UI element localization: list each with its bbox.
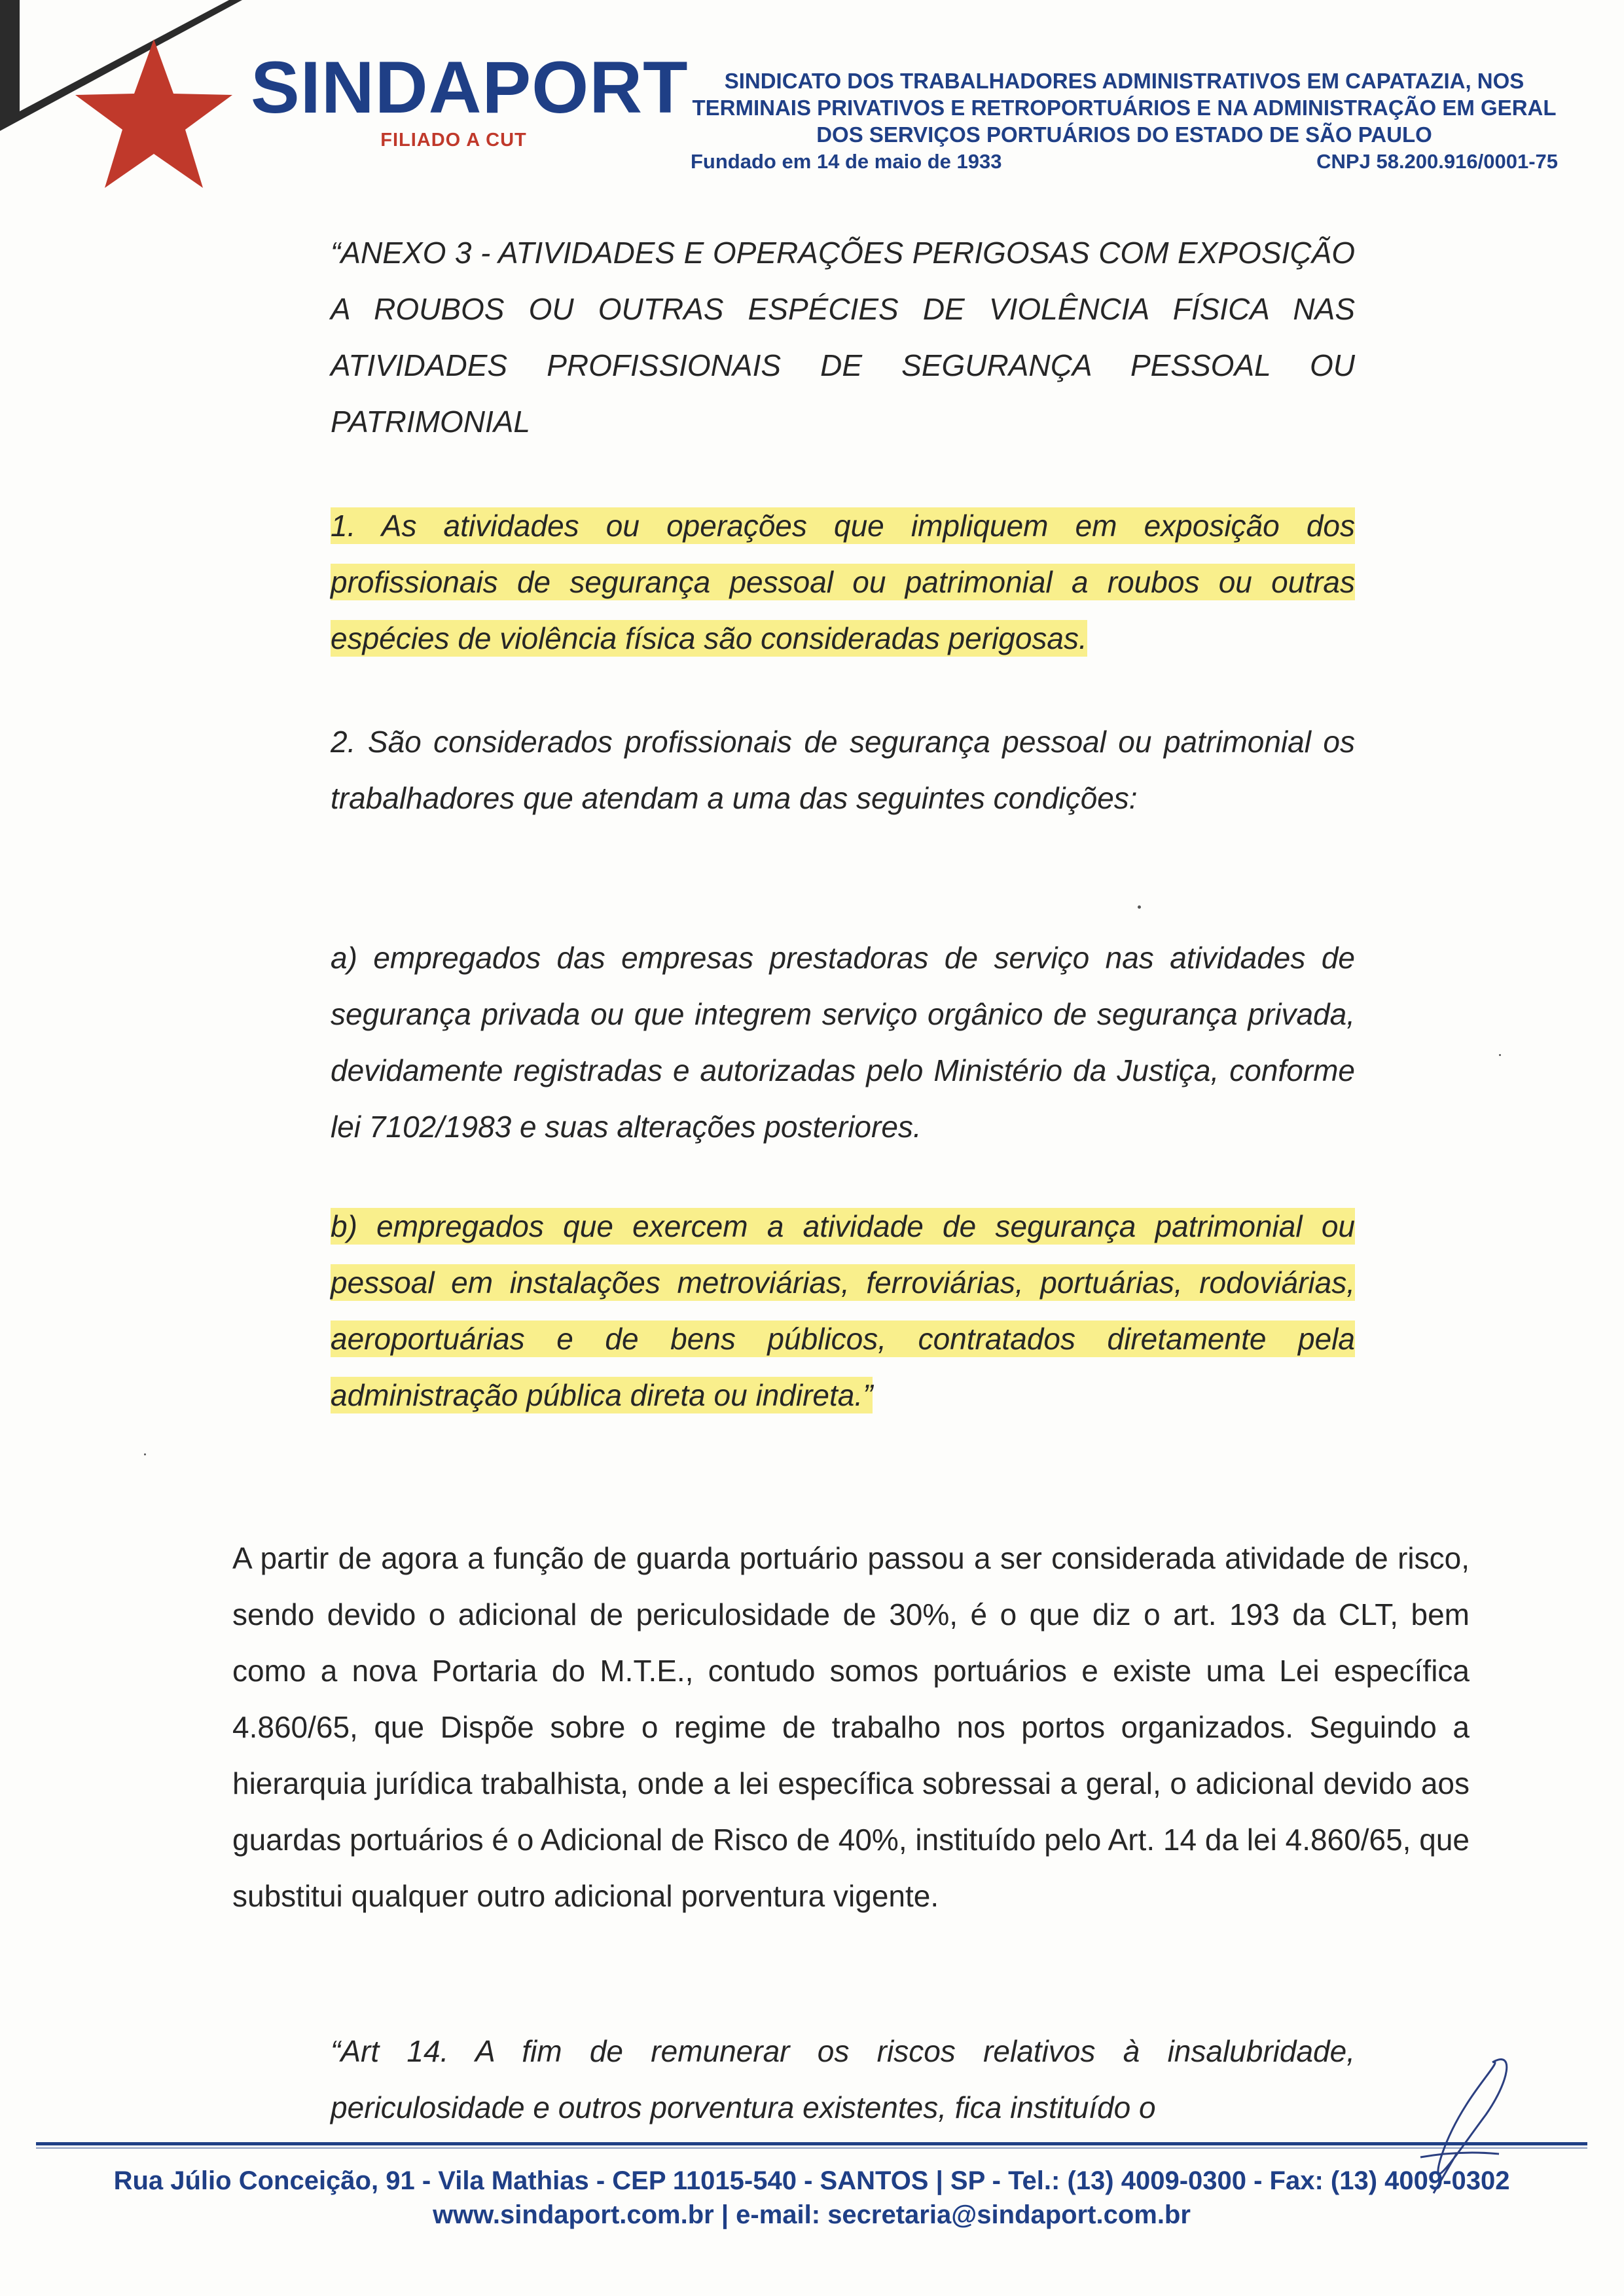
organization-meta — [691, 150, 1558, 173]
organization-full-name: SINDICATO DOS TRABALHADORES ADMINISTRATIVOS EM CAPATAZIA, NOS TERMINAIS PRIVATIVOS E RETROPORTUÁRIOS E NA ADMINISTRAÇÃO EM GERAL DOS SERVIÇOS PORTUÁRIOS DO ESTADO DE SÃO PAULO — [692, 69, 1557, 147]
footer-divider — [36, 2142, 1587, 2145]
annex-item-b-text: b) empregados que exercem a atividade de segurança patrimonial ou pessoal em instalações metroviárias, ferroviárias, portuárias, rodoviárias, aeroportuárias e de bens públicos, contratados diretamente pela administração pública direta ou indireta.” — [331, 1209, 1355, 1412]
organization-info — [691, 67, 1558, 173]
annex-item-1 — [331, 498, 1355, 666]
star-logo-icon — [72, 36, 236, 193]
cnpj-number: CNPJ 58.200.916/0001-75 — [1316, 150, 1558, 173]
brand-subtitle: FILIADO A CUT — [380, 130, 527, 151]
annex-title: “ANEXO 3 - ATIVIDADES E OPERAÇÕES PERIGOSAS COM EXPOSIÇÃO A ROUBOS OU OUTRAS ESPÉCIES DE VIOLÊNCIA FÍSICA NAS ATIVIDADES PROFISSIONAIS DE SEGURANÇA PESSOAL OU PATRIMONIAL — [331, 236, 1355, 439]
footer-web: www.sindaport.com.br | e-mail: secretaria@sindaport.com.br — [433, 2200, 1191, 2229]
brand-name: SINDAPORT — [251, 46, 689, 128]
footer-address: Rua Júlio Conceição, 91 - Vila Mathias - CEP 11015-540 - SANTOS | SP - Tel.: (13) 4009-0300 - Fax: (13) 4009-0302 — [113, 2166, 1510, 2195]
founded-date: Fundado em 14 de maio de 1933 — [691, 150, 1002, 173]
brand-block — [251, 46, 689, 151]
footer — [36, 2164, 1587, 2232]
art-14-quote: “Art 14. A fim de remunerar os riscos relativos à insalubridade, periculosidade e outros porventura existentes, fica instituído o — [331, 2034, 1355, 2124]
scan-speck — [144, 1453, 146, 1455]
annex-item-b — [331, 1198, 1355, 1423]
footer-divider-thin — [36, 2147, 1587, 2149]
scan-speck — [1138, 905, 1141, 909]
annex-item-a: a) empregados das empresas prestadoras de serviço nas atividades de segurança privada ou que integrem serviço orgânico de segurança privada, devidamente registradas e autorizadas pelo Ministério da Justiça, conforme lei 7102/1983 e suas alterações posteriores. — [331, 941, 1355, 1144]
scan-speck — [1499, 1054, 1501, 1056]
annex-item-2: 2. São considerados profissionais de segurança pessoal ou patrimonial os trabalhadores que atendam a uma das seguintes condições: — [331, 725, 1355, 815]
annex-item-1-text: 1. As atividades ou operações que impliquem em exposição dos profissionais de segurança pessoal ou patrimonial a roubos ou outras espécies de violência física são consideradas perigosas. — [331, 509, 1355, 655]
body-paragraph: A partir de agora a função de guarda portuário passou a ser considerada atividade de risco, sendo devido o adicional de periculosidade de 30%, é o que diz o art. 193 da CLT, bem como a nova Portaria do M.T.E., contudo somos portuários e existe uma Lei específica 4.860/65, que Dispõe sobre o regime de trabalho nos portos organizados. Seguindo a hierarquia jurídica trabalhista, onde a lei específica sobressai a geral, o adicional devido aos guardas portuários é o Adicional de Risco de 40%, instituído pelo Art. 14 da lei 4.860/65, que substitui qualquer outro adicional porventura vigente. — [232, 1541, 1470, 1913]
letterhead — [0, 0, 1624, 190]
